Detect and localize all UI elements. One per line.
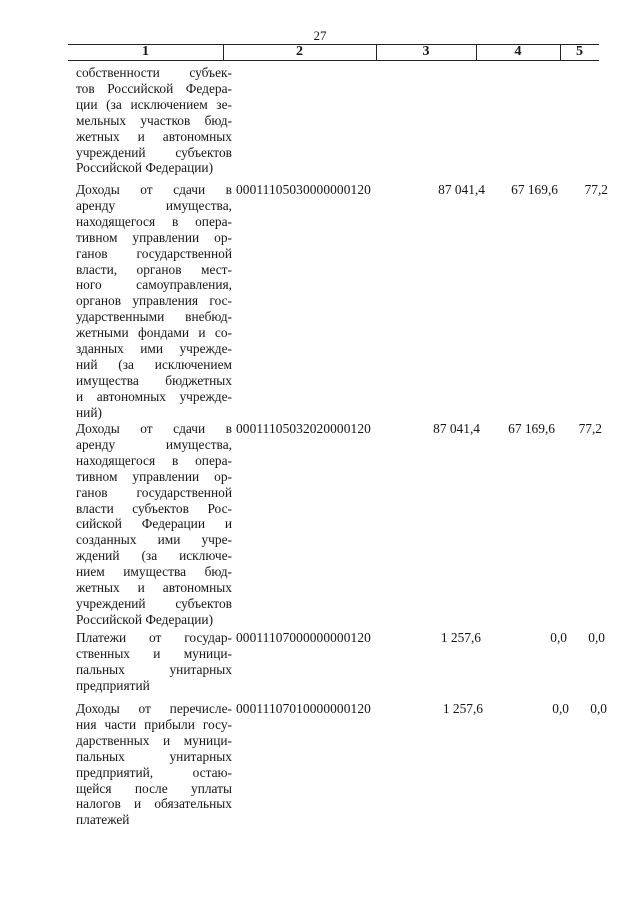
name-line: имущества бюджетных <box>76 372 232 388</box>
row-col4-value: 0,0 <box>552 701 569 716</box>
name-line: ного самоуправления, <box>76 277 232 293</box>
name-line: находящегося в опера- <box>76 452 232 468</box>
name-line: и автономных учрежде- <box>76 388 232 404</box>
name-line: жетных и автономных <box>76 580 232 596</box>
name-line: нием имущества бюд- <box>76 564 232 580</box>
name-line: ний (за исключением <box>76 356 232 372</box>
row-code: 00011107000000000120 <box>236 630 371 645</box>
name-line: пальных унитарных <box>76 748 232 764</box>
row-code: 00011105030000000120 <box>236 182 371 197</box>
table-header <box>68 44 599 61</box>
header-col-5: 5 <box>576 44 583 59</box>
name-line: собственности субъек- <box>76 65 232 80</box>
name-line: аренду имущества, <box>76 436 232 452</box>
row-col5-value: 77,2 <box>578 421 602 436</box>
name-line: предприятий <box>76 677 150 693</box>
row-name <box>76 701 232 828</box>
name-line: власти субъектов Рос- <box>76 500 232 516</box>
name-line: налогов и обязательных <box>76 796 232 812</box>
row-col3-value: 1 257,6 <box>440 630 481 645</box>
name-line: находящегося в опера- <box>76 213 232 229</box>
name-line: созданных ими учре- <box>76 532 232 548</box>
row-col4-value: 0,0 <box>550 630 567 645</box>
row-code: 00011107010000000120 <box>236 701 371 716</box>
name-line: Доходы от перечисле- <box>76 701 232 716</box>
row-col3-value: 87 041,4 <box>438 182 485 197</box>
row-col4-value: 67 169,6 <box>508 421 555 436</box>
name-line: щейся после уплаты <box>76 780 232 796</box>
name-line: предприятий, остаю- <box>76 764 232 780</box>
row-col3-value: 1 257,6 <box>442 701 483 716</box>
name-line: ственных и муници- <box>76 645 232 661</box>
row-name <box>76 630 232 694</box>
row-col4-value: 67 169,6 <box>511 182 558 197</box>
name-line: Доходы от сдачи в <box>76 182 232 197</box>
name-line: аренду имущества, <box>76 197 232 213</box>
name-line: зданных ими учрежде- <box>76 341 232 357</box>
name-line: учреждений субъектов <box>76 144 232 160</box>
name-line: ганов государственной <box>76 484 232 500</box>
row-col3-value: 87 041,4 <box>433 421 480 436</box>
name-line: тов Российской Федера- <box>76 80 232 96</box>
name-line: дарственных и муници- <box>76 732 232 748</box>
page-number: 27 <box>313 28 327 43</box>
header-col-4: 4 <box>514 44 522 59</box>
name-line: ганов государственной <box>76 245 232 261</box>
name-line: ждений (за исключе- <box>76 548 232 564</box>
name-line: тивном управлении ор- <box>76 468 232 484</box>
name-line: мельных участков бюд- <box>76 112 232 128</box>
row-code: 00011105032020000120 <box>236 421 371 436</box>
header-col-2: 2 <box>296 44 303 59</box>
name-line: органов управления гос- <box>76 293 232 309</box>
row-col5-value: 0,0 <box>588 630 605 645</box>
name-line: Российской Федерации) <box>76 160 214 176</box>
name-line: ции (за исключением зе- <box>76 96 232 112</box>
header-col-1: 1 <box>142 44 149 59</box>
name-line: ния части прибыли госу- <box>76 716 232 732</box>
name-line: сийской Федерации и <box>76 516 232 532</box>
name-line: пальных унитарных <box>76 661 232 677</box>
row-col5-value: 0,0 <box>590 701 607 716</box>
header-col-3: 3 <box>422 44 430 59</box>
row-name <box>76 421 232 628</box>
row-col5-value: 77,2 <box>584 182 608 197</box>
name-line: тивном управлении ор- <box>76 229 232 245</box>
row-name <box>76 182 232 421</box>
name-line: ударственными внебюд- <box>76 309 232 325</box>
name-line: жетных и автономных <box>76 128 232 144</box>
name-line: Российской Федерации) <box>76 611 214 627</box>
row-name <box>76 65 232 176</box>
name-line: власти, органов мест- <box>76 261 232 277</box>
name-line: ний) <box>76 404 102 420</box>
name-line: платежей <box>76 812 130 828</box>
name-line: Доходы от сдачи в <box>76 421 232 436</box>
name-line: учреждений субъектов <box>76 595 232 611</box>
name-line: жетными фондами и со- <box>76 325 232 341</box>
name-line: Платежи от государ- <box>76 630 232 645</box>
